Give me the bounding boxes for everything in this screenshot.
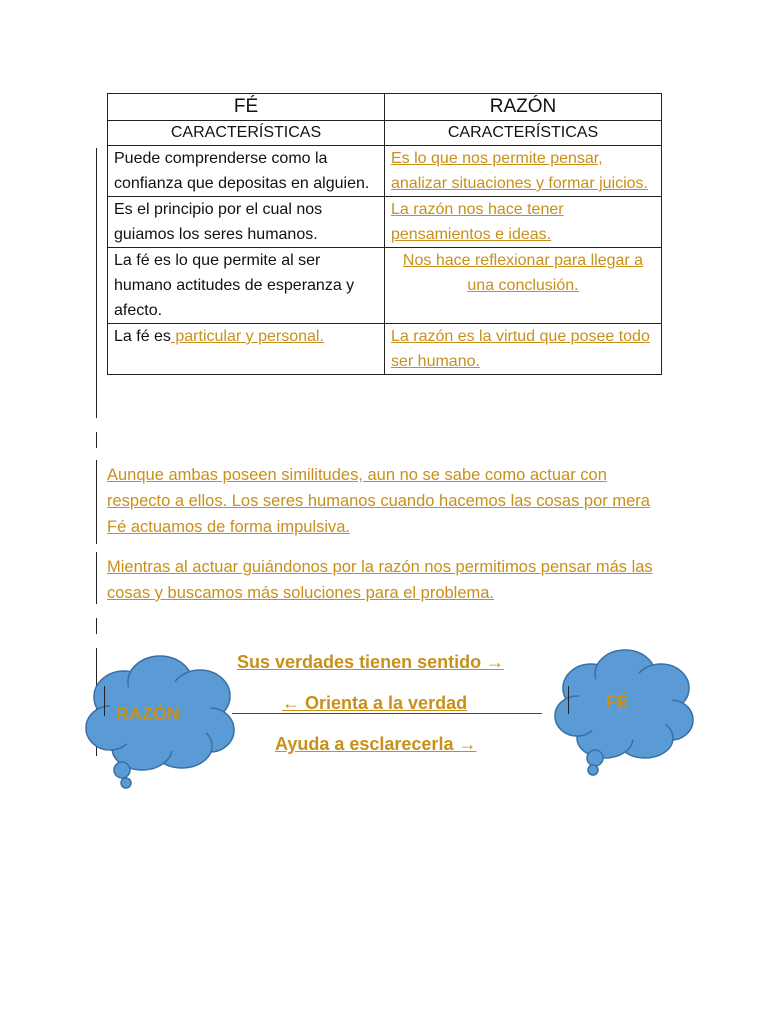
revision-mark	[96, 618, 97, 634]
table-cell-fe: Puede comprenderse como la confianza que depositas en alguien.	[108, 146, 385, 197]
cloud-label-razon: RAZÓN	[116, 704, 180, 724]
cell-text: La razón nos hace tener pensamientos e ideas.	[391, 201, 564, 243]
table-cell-fe: Es el principio por el cual nos guiamos los seres humanos.	[108, 197, 385, 248]
table-header-fe: FÉ	[108, 94, 385, 121]
revision-mark	[96, 460, 97, 544]
table-cell-razon	[385, 197, 662, 248]
table-cell-razon	[385, 324, 662, 375]
revision-mark	[104, 686, 105, 716]
table-cell-fe: La fé es lo que permite al ser humano actitudes de esperanza y afecto.	[108, 248, 385, 324]
paragraph-2: Mientras al actuar guiándonos por la razón nos permitimos pensar más las cosas y buscamos más soluciones para el problema.	[107, 558, 653, 602]
relation-text-1: Sus verdades tienen sentido →	[237, 652, 505, 672]
paragraph-1: Aunque ambas poseen similitudes, aun no se sabe como actuar con respecto a ellos. Los seres humanos cuando hacemos las cosas por mera Fé actuamos de forma impulsiva.	[107, 466, 650, 536]
comparison-table	[107, 93, 662, 375]
table-row	[108, 146, 662, 197]
table-row	[108, 248, 662, 324]
thought-cloud-right	[553, 648, 698, 778]
cell-prefix: La fé es	[114, 328, 171, 345]
revision-mark	[96, 552, 97, 604]
cell-text: La razón es la virtud que posee todo ser humano.	[391, 328, 650, 370]
revision-mark	[96, 432, 97, 448]
table-cell-fe	[108, 324, 385, 375]
table-header-razon: RAZÓN	[385, 94, 662, 121]
table-cell-razon	[385, 146, 662, 197]
revision-mark	[568, 686, 569, 714]
revision-mark	[96, 148, 97, 418]
table-subheader-razon: CARACTERÍSTICAS	[385, 121, 662, 146]
cell-highlight: particular y personal.	[170, 328, 324, 345]
relation-text-2: ← Orienta a la verdad	[282, 693, 468, 713]
cloud-label-fe: FÉ	[606, 692, 630, 712]
table-cell-razon	[385, 248, 662, 324]
relation-text-3: Ayuda a esclarecerla →	[275, 734, 477, 754]
cell-text: Es lo que nos permite pensar, analizar situaciones y formar juicios.	[391, 150, 648, 192]
table-row	[108, 324, 662, 375]
table-row	[108, 197, 662, 248]
cell-text: Nos hace reflexionar para llegar a una conclusión.	[402, 252, 644, 294]
table-subheader-fe: CARACTERÍSTICAS	[108, 121, 385, 146]
